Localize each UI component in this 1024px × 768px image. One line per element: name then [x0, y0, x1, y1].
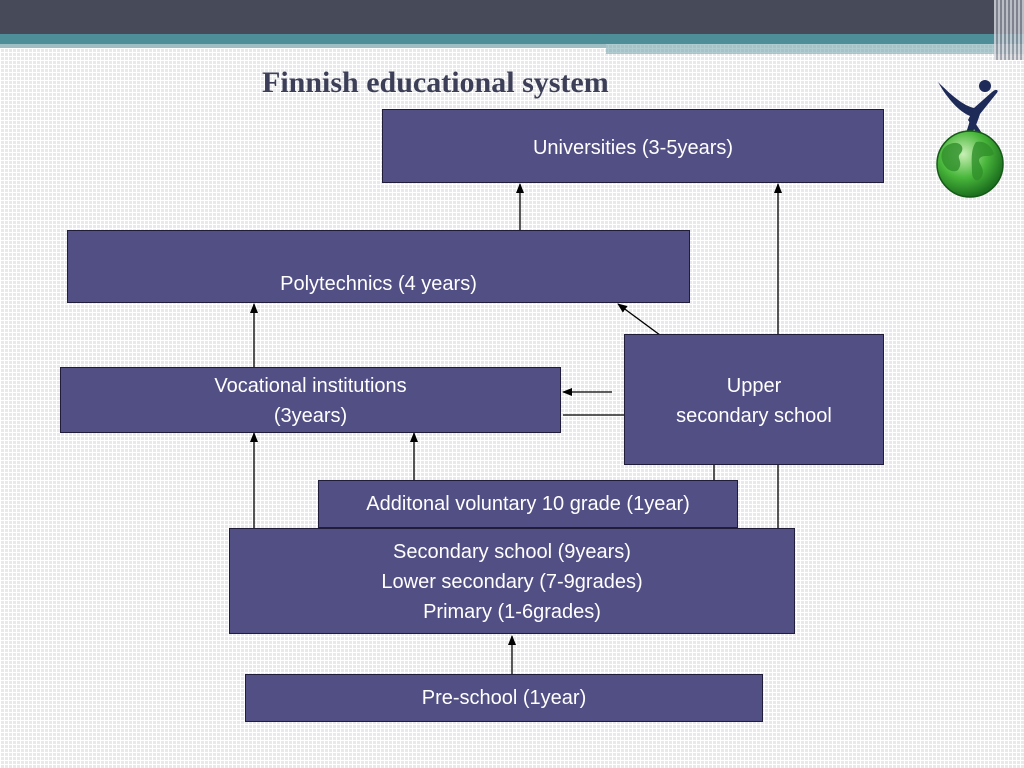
- vocational-label-line1: Vocational institutions: [214, 375, 407, 397]
- polytechnics-box: [67, 230, 690, 303]
- vocational-institutions-box: [60, 367, 561, 433]
- secondary-label-line3: Primary (1-6grades): [423, 601, 601, 623]
- vocational-label-line2: (3years): [273, 405, 348, 427]
- secondary-school-box: [229, 528, 795, 634]
- secondary-label-line2: Lower secondary (7-9grades): [381, 571, 643, 593]
- polytechnics-label: Polytechnics (4 years): [280, 273, 477, 295]
- globe-icon: [930, 130, 1010, 200]
- page-title: Finnish educational system: [262, 66, 609, 99]
- preschool-label: Pre-school (1year): [421, 687, 587, 709]
- secondary-label-line1: Secondary school (9years): [393, 541, 631, 563]
- upper-secondary-box: [624, 334, 884, 465]
- additional-10-grade-box: [318, 480, 738, 528]
- universities-box: [382, 109, 884, 183]
- logo: [930, 78, 1010, 200]
- universities-label: Universities (3-5years): [532, 137, 734, 159]
- upper-secondary-label-line2: secondary school: [676, 405, 832, 427]
- additional-10-grade-label: Additonal voluntary 10 grade (1year): [366, 493, 690, 515]
- preschool-box: [245, 674, 763, 722]
- upper-secondary-label-line1: Upper: [726, 375, 782, 397]
